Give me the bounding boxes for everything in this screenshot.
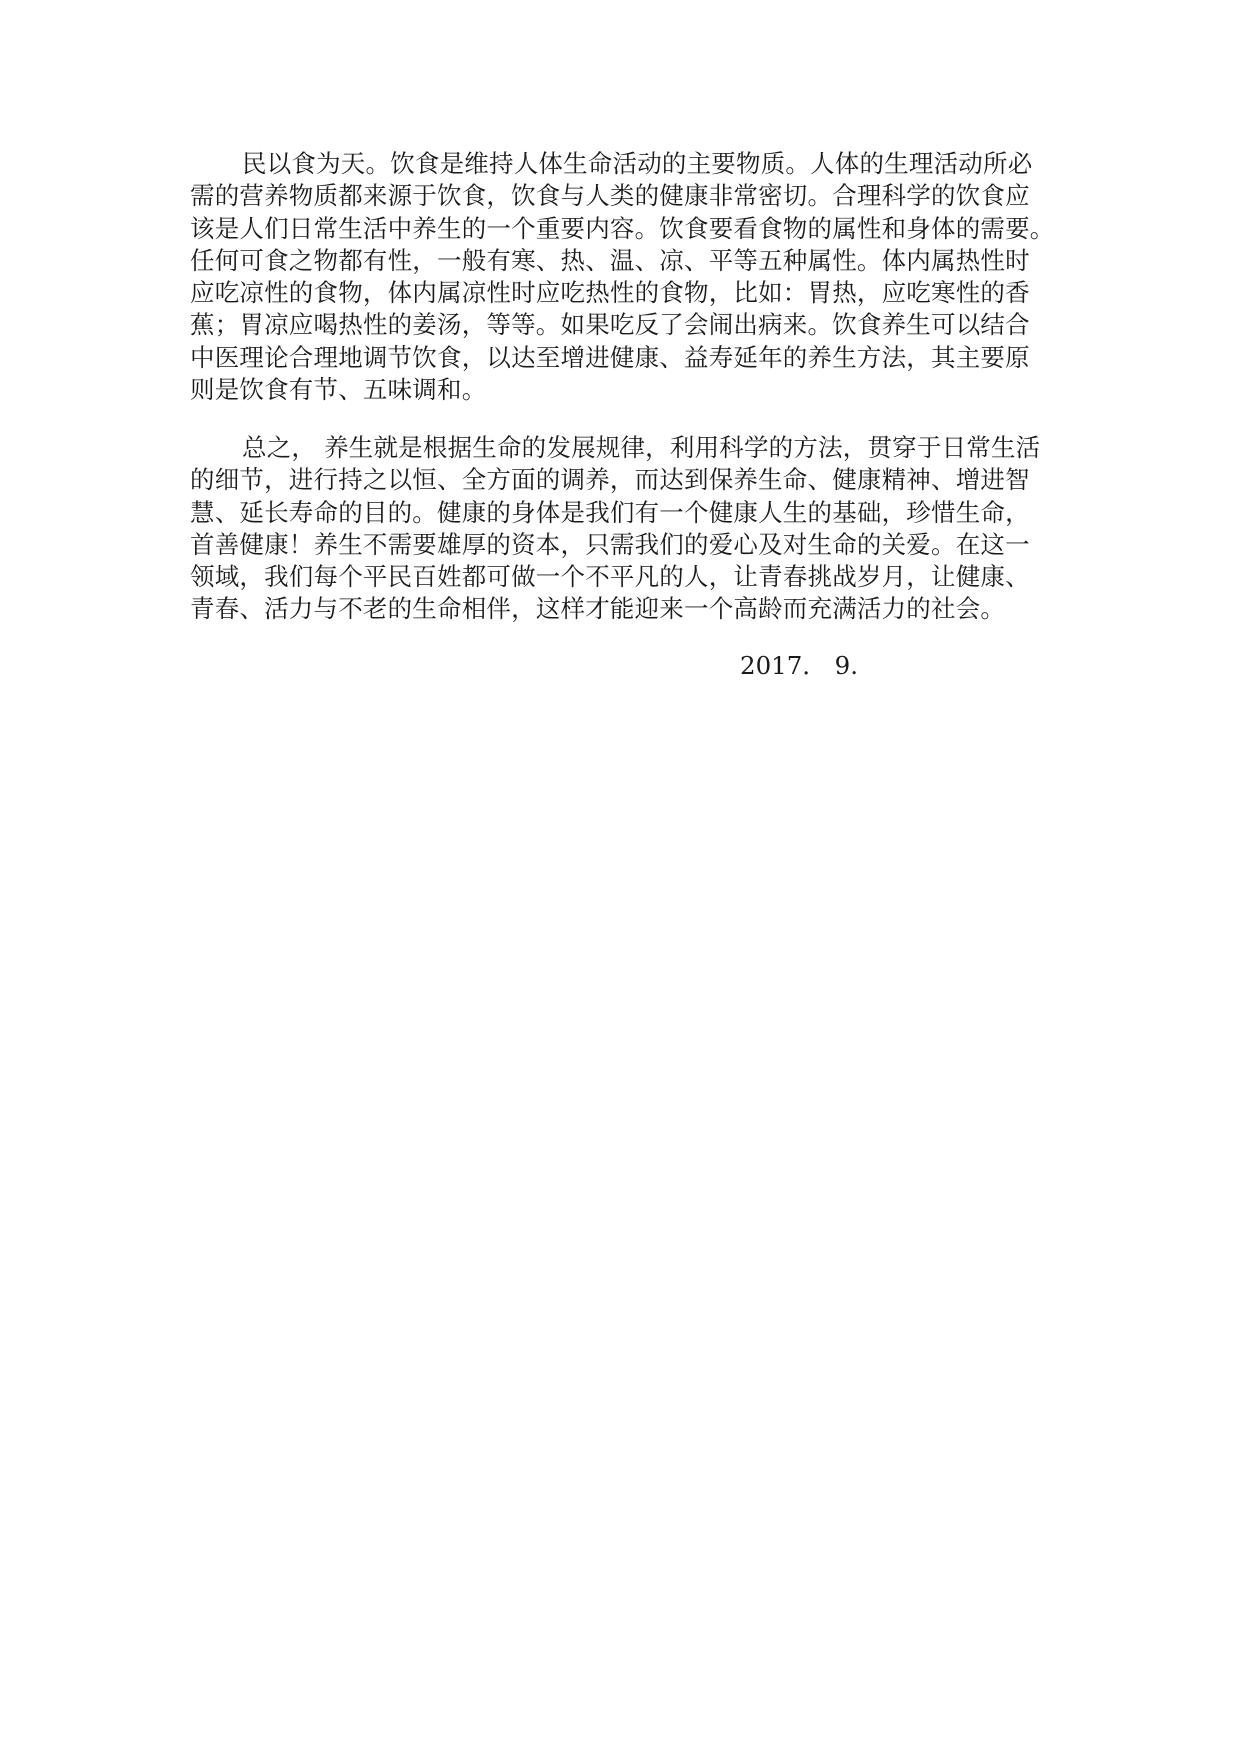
paragraph-line: 蕉；胃凉应喝热性的姜汤，等等。如果吃反了会闹出病来。饮食养生可以结合 [190, 310, 1030, 340]
paragraph-line: 领域，我们每个平民百姓都可做一个不平凡的人，让青春挑战岁月，让健康、 [190, 562, 1030, 592]
paragraph-conclusion [190, 432, 1070, 626]
paragraph-line: 则是饮食有节、五味调和。 [190, 375, 487, 405]
paragraph-line: 中医理论合理地调节饮食，以达至增进健康、益寿延年的养生方法，其主要原 [190, 342, 1030, 372]
paragraph-line: 应吃凉性的食物，体内属凉性时应吃热性的食物，比如：胃热，应吃寒性的香 [190, 278, 1030, 308]
paragraph-line: 慧、延长寿命的目的。健康的身体是我们有一个健康人生的基础，珍惜生命， [190, 497, 1030, 527]
paragraph-line: 首善健康！养生不需要雄厚的资本，只需我们的爱心及对生命的关爱。在这一 [190, 529, 1030, 559]
paragraph-line: 该是人们日常生活中养生的一个重要内容。饮食要看食物的属性和身体的需要。 [190, 213, 1055, 243]
paragraph-line: 青春、活力与不老的生命相伴，这样才能迎来一个高龄而充满活力的社会。 [190, 594, 1006, 624]
paragraph-diet [190, 148, 1070, 406]
paragraph-line: 总之， 养生就是根据生命的发展规律，利用科学的方法，贯穿于日常生活 [242, 433, 1041, 462]
paragraph-line: 民以食为天。饮食是维持人体生命活动的主要物质。人体的生理活动所必 [242, 149, 1033, 178]
paragraph-line: 任何可食之物都有性，一般有寒、热、温、凉、平等五种属性。体内属热性时 [190, 245, 1030, 275]
document-date: 2017． 9. [740, 651, 859, 680]
paragraph-line: 的细节，进行持之以恒、全方面的调养，而达到保养生命、健康精神、增进智 [190, 465, 1030, 495]
paragraph-line: 需的营养物质都来源于饮食，饮食与人类的健康非常密切。合理科学的饮食应 [190, 181, 1030, 211]
